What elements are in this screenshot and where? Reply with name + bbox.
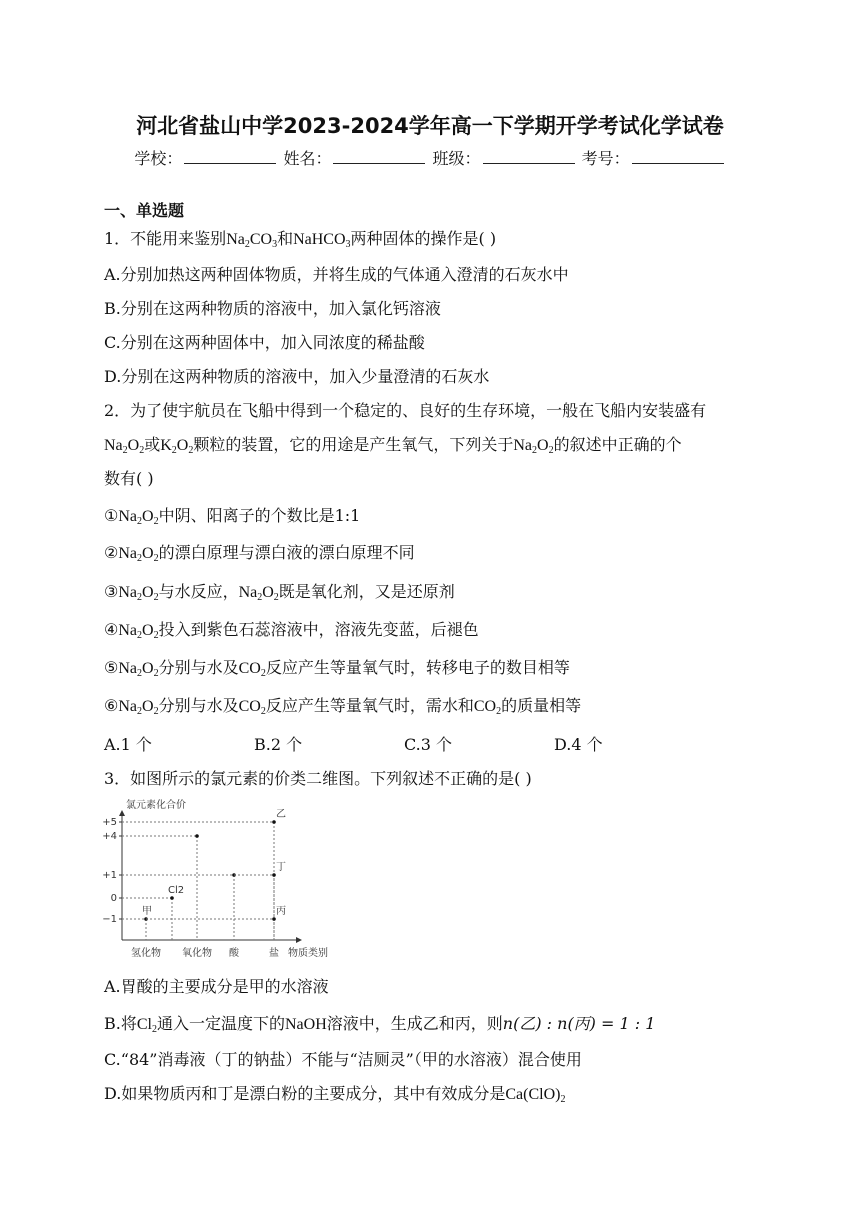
- x-tick-label: 盐: [269, 948, 279, 959]
- point-label: 丙: [276, 906, 286, 917]
- q3-option-a[interactable]: A.胃酸的主要成分是甲的水溶液: [104, 977, 329, 996]
- q3-option-d[interactable]: D.如果物质丙和丁是漂白粉的主要成分，其中有效成分是$Ca(ClO)_2$: [104, 1084, 566, 1105]
- q2-stem-line3: 数有( ): [104, 469, 154, 488]
- point-label: Cl2: [168, 885, 185, 896]
- y-tick-label: +5: [102, 817, 117, 828]
- q1-stem: 1．不能用来鉴别$Na_2CO_3$和NaHCO$_3$两种固体的操作是( ): [104, 229, 497, 250]
- page-title: 河北省盐山中学2023-2024学年高一下学期开学考试化学试卷: [136, 114, 724, 138]
- data-point: [272, 873, 276, 877]
- data-point: [195, 834, 199, 838]
- q2-option-d[interactable]: D.4 个: [554, 735, 603, 754]
- q2-statement-3: $③Na_2O_2$与水反应，$Na_2O_2$既是氧化剂，又是还原剂: [104, 582, 455, 603]
- x-tick-label: 酸: [229, 948, 239, 959]
- class-field[interactable]: [483, 149, 575, 164]
- class-label: 班级：: [432, 149, 481, 168]
- q2-option-b[interactable]: B.2 个: [254, 735, 303, 754]
- data-point: [170, 896, 174, 900]
- q1-option-d[interactable]: D.分别在这两种物质的溶液中，加入少量澄清的石灰水: [104, 367, 490, 386]
- formula-na2co3: $Na_2CO_3$: [226, 231, 278, 250]
- q2-statement-4: $④Na_2O_2$投入到紫色石蕊溶液中，溶液先变蓝，后褪色: [104, 620, 479, 641]
- y-axis-arrow: [119, 810, 125, 816]
- q1-option-a[interactable]: A.分别加热这两种固体物质，并将生成的气体通入澄清的石灰水中: [104, 265, 569, 284]
- x-axis-label: 物质类别: [288, 948, 328, 959]
- point-label: 乙: [276, 809, 286, 820]
- q2-statement-2: $②Na_2O_2$的漂白原理与漂白液的漂白原理不同: [104, 543, 415, 564]
- y-tick-label: 0: [110, 893, 117, 904]
- point-label: 甲: [142, 906, 152, 917]
- y-axis-label: 氯元素化合价: [126, 800, 186, 811]
- chlorine-valence-chart: [100, 796, 350, 964]
- q2-stem-line1: 2．为了使宇航员在飞船中得到一个稳定的、良好的生存环境，一般在飞船内安装盛有: [104, 401, 707, 420]
- point-label: 丁: [276, 862, 286, 873]
- q1-option-c[interactable]: C.分别在这两种固体中，加入同浓度的稀盐酸: [104, 333, 425, 352]
- formula-nahco3: NaHCO$_3$: [293, 231, 351, 250]
- exam-number-label: 考号：: [581, 149, 630, 168]
- x-tick-label: 氢化物: [131, 948, 161, 959]
- q2-statement-6: $⑥Na_2O_2$分别与水及$CO_2$反应产生等量氧气时，需水和$CO_2$的质量相等: [104, 696, 582, 717]
- data-point: [272, 820, 276, 824]
- q1-option-b[interactable]: B.分别在这两种物质的溶液中，加入氯化钙溶液: [104, 299, 441, 318]
- q2-statement-5: $⑤Na_2O_2$分别与水及$CO_2$反应产生等量氧气时，转移电子的数目相等: [104, 658, 570, 679]
- y-tick-label: +4: [102, 831, 117, 842]
- student-info-line: [0, 146, 860, 169]
- school-field[interactable]: [184, 149, 276, 164]
- school-label: 学校：: [134, 149, 183, 168]
- exam-number-field[interactable]: [632, 149, 724, 164]
- q3-option-c[interactable]: C.“84”消毒液（丁的钠盐）不能与“洁厕灵”（甲的水溶液）混合使用: [104, 1050, 582, 1069]
- q2-option-c[interactable]: C.3 个: [404, 735, 453, 754]
- name-label: 姓名：: [283, 149, 332, 168]
- q2-stem-line2: $Na_2O_2$或$K_2O_2$颗粒的装置，它的用途是产生氧气，下列关于$Na_2O_2$的叙述中正确的个: [104, 435, 682, 456]
- x-tick-label: 氧化物: [182, 948, 212, 959]
- x-axis-arrow: [296, 937, 302, 943]
- y-tick-label: +1: [102, 870, 117, 881]
- name-field[interactable]: [333, 149, 425, 164]
- data-point: [272, 917, 276, 921]
- y-tick-label: −1: [102, 914, 117, 925]
- q3-stem: 3．如图所示的氯元素的价类二维图。下列叙述不正确的是( ): [104, 769, 532, 788]
- section-heading: 一、单选题: [104, 201, 185, 220]
- ratio-expression: n(乙) : n(丙) = 1 : 1: [502, 1014, 656, 1033]
- q2-statement-1: $①Na_2O_2$中阴、阳离子的个数比是1:1: [104, 506, 361, 527]
- q2-option-a[interactable]: A.1 个: [104, 735, 152, 754]
- q3-option-b[interactable]: B.将$Cl_2$通入一定温度下的NaOH溶液中，生成乙和丙，则n(乙) : n(丙) = 1 : 1: [104, 1014, 656, 1035]
